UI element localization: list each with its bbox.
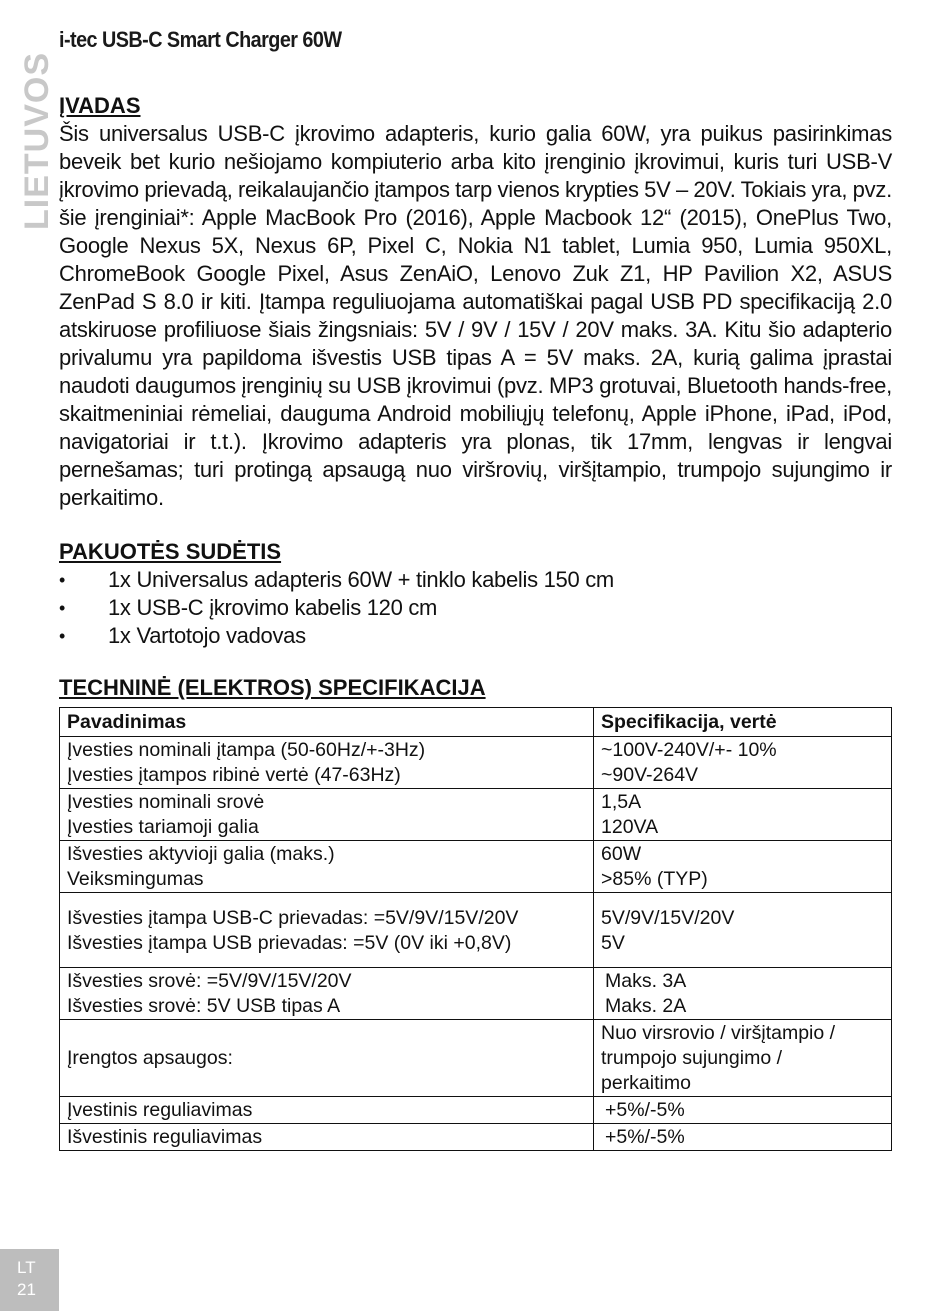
list-item [59,622,892,650]
spec-name-cell [60,737,594,789]
spec-value: 5V/9V/15V/20V [601,907,735,929]
spec-value-cell [594,893,892,968]
spec-name: Įvesties nominali įtampa (50-60Hz/+-3Hz) [67,739,426,761]
spec-value: >85% (TYP) [601,868,708,890]
table-row [60,737,892,789]
table-row [60,968,892,1020]
side-language-label: LIETUVOS [18,51,56,230]
table-row [60,789,892,841]
spec-value: perkaitimo [601,1072,691,1094]
spec-value-cell [594,968,892,1020]
bullet-icon: • [59,570,66,590]
spec-name: Įvestinis reguliavimas [67,1099,253,1121]
spec-name-cell [60,1097,594,1124]
spec-name-cell [60,893,594,968]
spec-value: trumpojo sujungimo / [601,1047,783,1069]
spec-value-cell [594,737,892,789]
spec-name-cell [60,841,594,893]
table-row [60,1124,892,1151]
spec-value-cell [594,789,892,841]
intro-paragraph: Šis universalus USB-C įkrovimo adapteris, kurio galia 60W, yra puikus pasirinkimas beveik bet kurio nešiojamo kompiuterio arba kito įrenginio įkrovimui, kuris turi USB-V įkrovimo prievadą, reikalaujančio įtampos tarp vienos krypties 5V – 20V. Tokiais yra, pvz. šie įrenginiai*: Apple MacBook Pro (2016), Apple Macbook 12“ (2015), OnePlus Two, Google Nexus 5X, Nexus 6P, Pixel C, Nokia N1 tablet, Lumia 950, Lumia 950XL, ChromeBook Google Pixel, Asus ZenAiO, Lenovo Zuk Z1, HP Pavilion X2, ASUS ZenPad S 8.0 ir kiti. Įtampa reguliuojama automatiškai pagal USB PD specifikaciją 2.0 atskiruose profiliuose šiais žingsniais: 5V / 9V / 15V / 20V maks. 3A. Kitu šio adapterio privalumu yra papildoma išvestis USB tipas A = 5V maks. 2A, kurią galima įprastai naudoti daugumos įrenginių su USB įkrovimui (pvz. MP3 grotuvai, Bluetooth hands-free, skaitmeniniai rėmeliai, dauguma Android mobiliųjų telefonų, Apple iPhone, iPad, iPod, navigatoriai ir t.t.). Įkrovimo adapteris yra plonas, tik 17mm, lengvas ir lengvai pernešamas; turi protingą apsaugą nuo viršrovių, viršįtampio, trumpojo sujungimo ir perkaitimo. [59,121,892,510]
spec-heading: TECHNINĖ (ELEKTROS) SPECIFIKACIJA [59,675,486,700]
spec-name: Įvesties įtampos ribinė vertė (47-63Hz) [67,764,401,786]
spec-name: Išvesties įtampa USB prievadas: =5V (0V iki +0,8V) [67,932,512,954]
package-list [59,566,892,650]
intro-heading: ĮVADAS [59,93,141,118]
spec-name-cell [60,1020,594,1097]
spec-value-cell [594,1020,892,1097]
spec-name-cell [60,968,594,1020]
spec-table [59,707,892,1151]
spec-value: Nuo virsrovio / viršįtampio / [601,1022,836,1044]
package-item-label: 1x Universalus adapteris 60W + tinklo kabelis 150 cm [108,567,614,592]
spec-value-cell [594,841,892,893]
table-row [60,841,892,893]
package-item-label: 1x Vartotojo vadovas [108,623,306,648]
spec-value-cell [594,1124,892,1151]
spec-name: Įrengtos apsaugos: [67,1047,233,1069]
list-item [59,566,892,594]
package-item-label: 1x USB-C įkrovimo kabelis 120 cm [108,595,438,620]
page-number: 21 [17,1280,36,1299]
spec-name-cell [60,1124,594,1151]
list-item [59,594,892,622]
spec-value: 60W [601,843,642,865]
page-content [59,92,892,1151]
spec-value: +5%/-5% [605,1099,685,1121]
spec-value: Maks. 3A [605,970,687,992]
spec-name: Įvesties nominali srovė [67,791,265,813]
package-heading: PAKUOTĖS SUDĖTIS [59,539,282,564]
table-row [60,893,892,968]
column-header-value: Specifikacija, vertė [594,708,892,737]
column-header-name: Pavadinimas [60,708,594,737]
spec-value-cell [594,1097,892,1124]
spec-value: ~100V-240V/+- 10% [601,739,777,761]
table-row [60,1097,892,1124]
spec-value: +5%/-5% [605,1126,685,1148]
table-header-row [60,708,892,737]
spec-value: 5V [601,932,625,954]
spec-name: Įvesties tariamoji galia [67,816,259,838]
spec-name: Išvesties srovė: 5V USB tipas A [67,995,341,1017]
spec-name: Išvesties įtampa USB-C prievadas: =5V/9V/15V/20V [67,907,519,929]
bullet-icon: • [59,598,66,618]
spec-value: ~90V-264V [601,764,699,786]
table-row [60,1020,892,1097]
spec-name: Išvesties srovė: =5V/9V/15V/20V [67,970,352,992]
spec-name: Veiksmingumas [67,868,204,890]
spec-value: 120VA [601,816,659,838]
bullet-icon: • [59,626,66,646]
spec-name-cell [60,789,594,841]
spec-value: Maks. 2A [605,995,687,1017]
spec-name: Išvestinis reguliavimas [67,1126,263,1148]
spec-value: 1,5A [601,791,642,813]
document-header-title: i-tec USB-C Smart Charger 60W [59,27,342,52]
spec-name: Išvesties aktyvioji galia (maks.) [67,843,335,865]
page-language-code: LT [17,1258,36,1277]
page-number-tab [0,1249,59,1311]
